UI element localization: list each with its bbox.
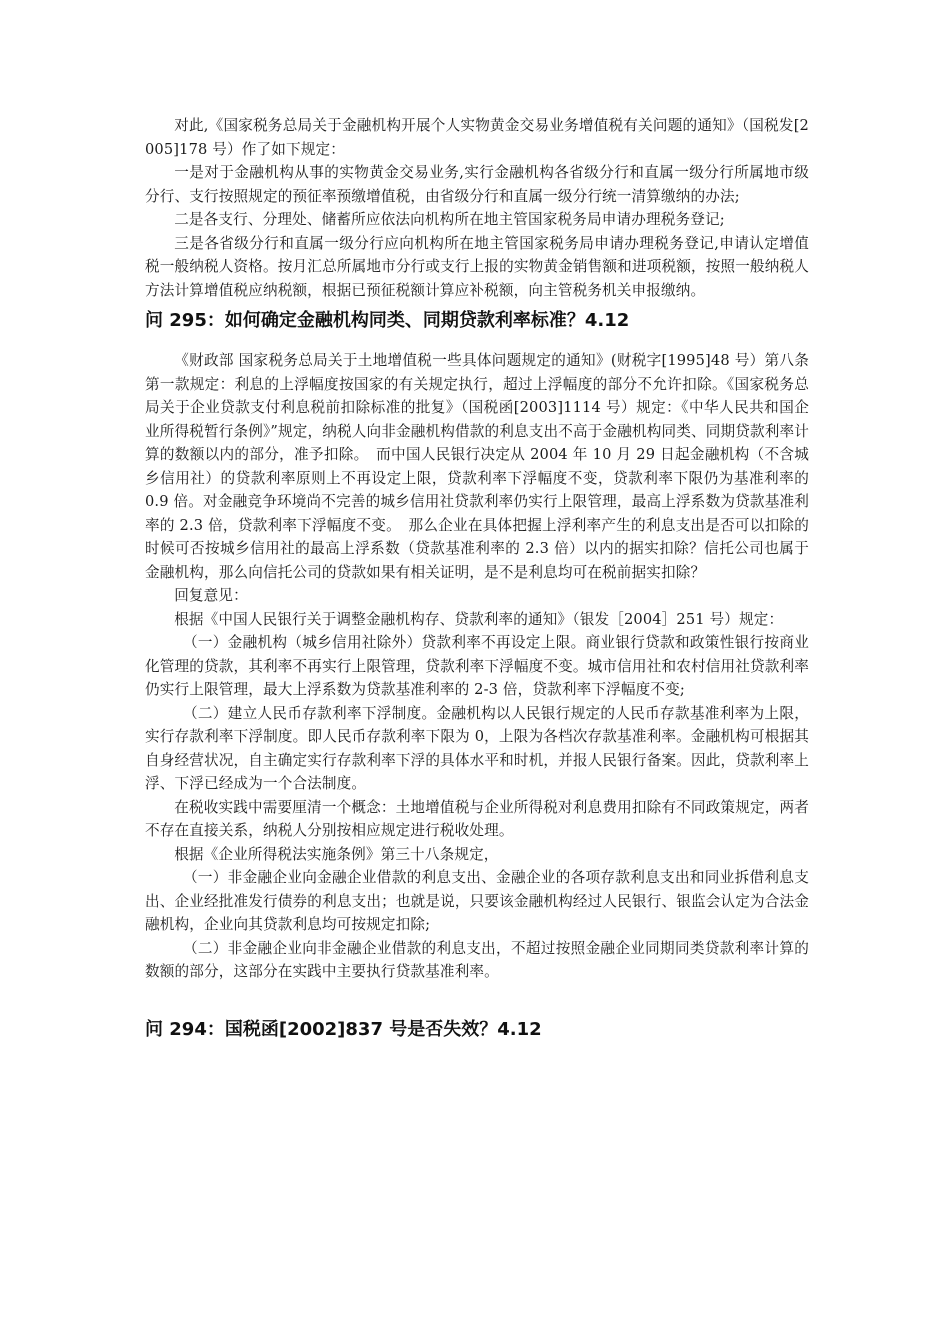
- body-paragraph: 一是对于金融机构从事的实物黄金交易业务,实行金融机构各省级分行和直属一级分行所属地市级分行、支行按照规定的预征率预缴增值税，由省级分行和直属一级分行统一清算缴纳的办法;: [145, 164, 809, 205]
- list-item: （二）建立人民币存款利率下浮制度。金融机构以人民银行规定的人民币存款基准利率为上限，实行存款利率下浮制度。即人民币存款利率下限为 0，上限为各档次存款基准利率。金融机构可根据其自身经营状况，自主确定实行存款利率下浮的具体水平和时机，并报人民银行备案。因此，贷款利率上浮、下浮已经成为一个合法制度。: [145, 704, 809, 792]
- question-294-heading: 问 294：国税函[2002]837 号是否失效？4.12: [145, 1018, 542, 1040]
- list-item: （一）金融机构（城乡信用社除外）贷款利率不再设定上限。商业银行贷款和政策性银行按商业化管理的贷款，其利率不再实行上限管理，贷款利率下浮幅度不变。城市信用社和农村信用社贷款利率仍实行上限管理，最大上浮系数为贷款基准利率的 2-3 倍，贷款利率下浮幅度不变;: [145, 634, 809, 698]
- body-paragraph: 在税收实践中需要厘清一个概念：土地增值税与企业所得税对利息费用扣除有不同政策规定，两者不存在直接关系，纳税人分别按相应规定进行税收处理。: [145, 798, 809, 839]
- reply-label: 回复意见：: [174, 587, 248, 604]
- list-item: （一）非金融企业向金融企业借款的利息支出、金融企业的各项存款利息支出和同业拆借利息支出、企业经批准发行债券的利息支出；也就是说，只要该金融机构经过人民银行、银监会认定为合法金融机构，企业向其贷款利息均可按规定扣除;: [145, 869, 809, 933]
- body-paragraph: 根据《企业所得税法实施条例》第三十八条规定，: [174, 845, 499, 863]
- body-paragraph: 三是各省级分行和直属一级分行应向机构所在地主管国家税务局申请办理税务登记,申请认定增值税一般纳税人资格。按月汇总所属地市分行或支行上报的实物黄金销售额和进项税额，按照一般纳税人方法计算增值税应纳税额，根据已预征税额计算应补税额，向主管税务机关申报缴纳。: [145, 234, 809, 299]
- body-paragraph: 二是各支行、分理处、储蓄所应依法向机构所在地主管国家税务局申请办理税务登记;: [174, 211, 725, 228]
- question-295-heading: 问 295：如何确定金融机构同类、同期贷款利率标准？4.12: [145, 310, 630, 331]
- body-paragraph: 《财政部 国家税务总局关于土地增值税一些具体问题规定的通知》(财税字[1995]48 号）第八条第一款规定：利息的上浮幅度按国家的有关规定执行，超过上浮幅度的部分不允许扣除。《国家税务总局关于企业贷款支付利息税前扣除标准的批复》（国税函[2003]1114 号）规定：《中华人民共和国企业所得税暂行条例》”规定，纳税人向非金融机构借款的利息支出不高于金融机构同类、同期贷款利率计算的数额以内的部分，准予扣除。 而中国人民银行决定从 2004 年 10 月 29 日起金融机构（不含城乡信用社）的贷款利率原则上不再设定上限，贷款利率下浮幅度不变，贷款利率下限仍为基准利率的 0.9 倍。对金融竞争环境尚不完善的城乡信用社贷款利率仍实行上限管理，最高上浮系数为贷款基准利率的 2.3 倍，贷款利率下浮幅度不变。 那么企业在具体把握上浮利率产生的利息支出是否可以扣除的时候可否按城乡信用社的最高上浮系数（贷款基准利率的 2.3 倍）以内的据实扣除？信托公司也属于金融机构，那么向信托公司的贷款如果有相关证明，是不是利息均可在税前据实扣除？: [145, 352, 809, 581]
- list-item: （二）非金融企业向非金融企业借款的利息支出，不超过按照金融企业同期同类贷款利率计算的数额的部分，这部分在实践中主要执行贷款基准利率。: [145, 939, 809, 980]
- body-paragraph: 对此,《国家税务总局关于金融机构开展个人实物黄金交易业务增值税有关问题的通知》（国税发[2005]178 号）作了如下规定：: [145, 117, 809, 158]
- document-page: [145, 114, 809, 1043]
- body-paragraph: 根据《中国人民银行关于调整金融机构存、贷款利率的通知》（银发［2004］251 号）规定：: [174, 610, 784, 628]
